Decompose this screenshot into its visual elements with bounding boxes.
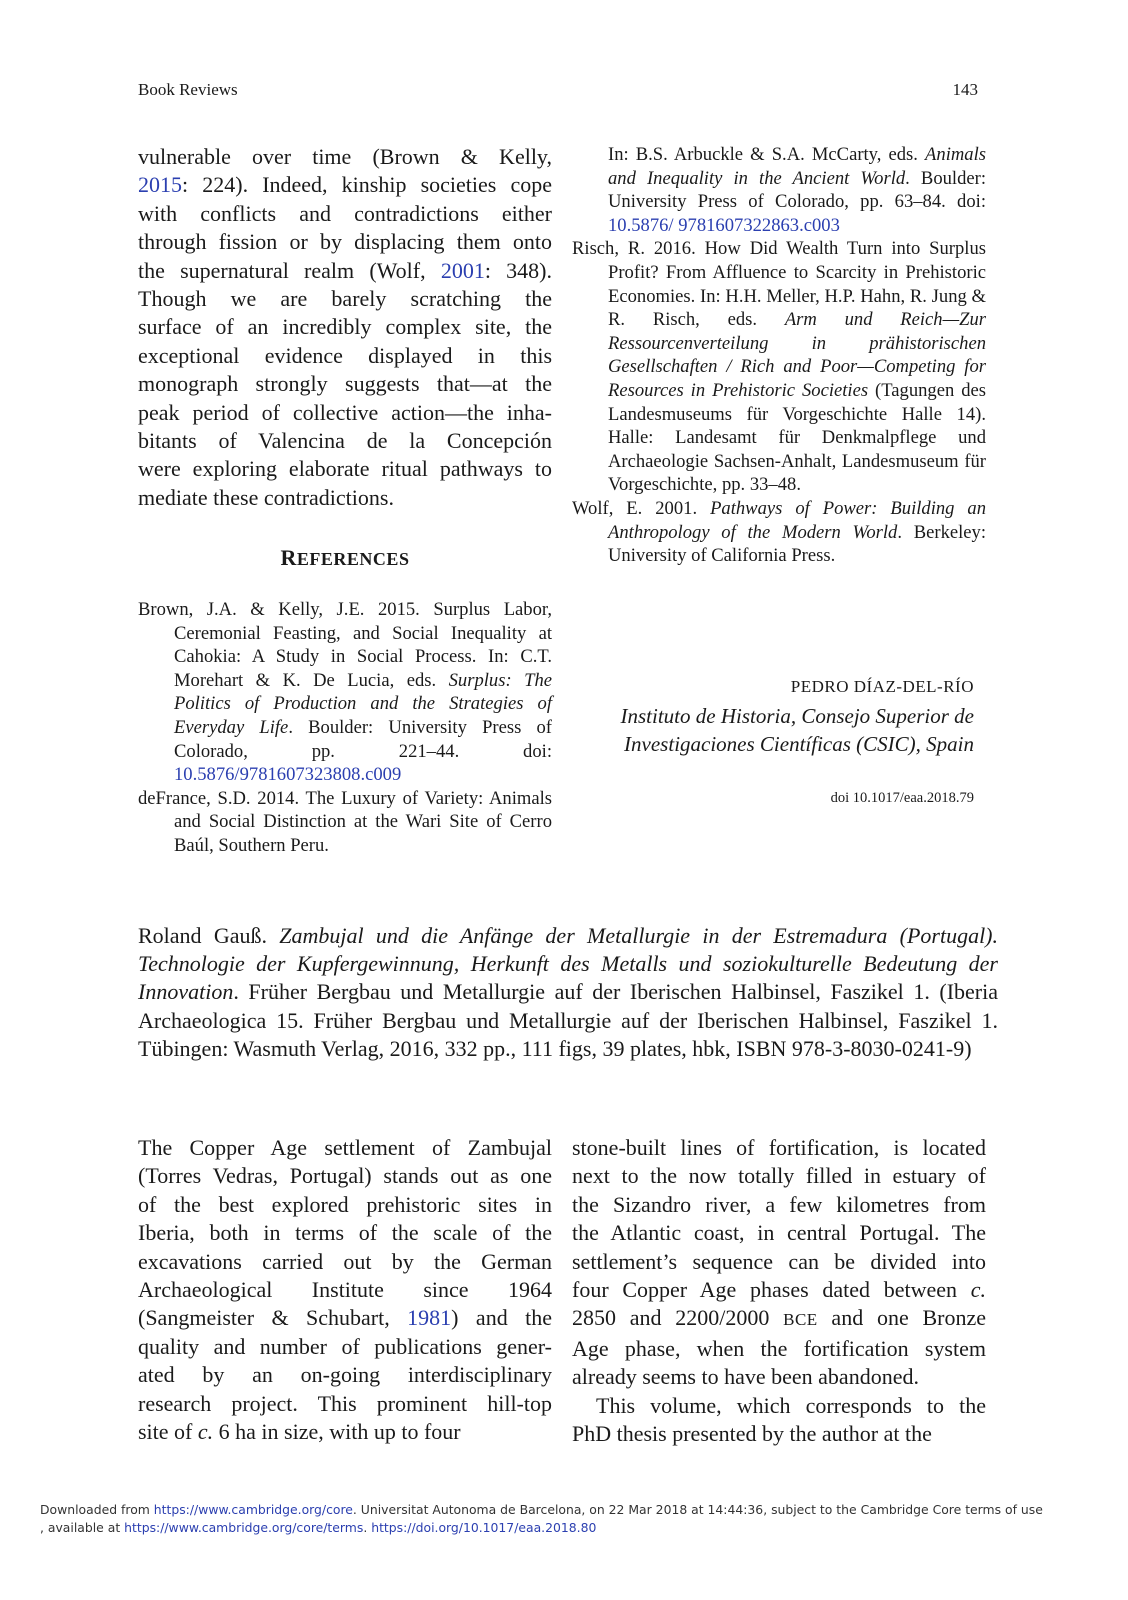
text-line: Age phase, when the fortification system [572, 1335, 986, 1361]
previous-review-conclusion [138, 143, 552, 512]
text-line: 2850 and 2200/2000 BCE and one Bronze [572, 1305, 986, 1331]
review-body-right [572, 1134, 986, 1448]
download-footer: Downloaded from https://www.cambridge.org/core. Universitat Autonoma de Barcelona, on 22 Mar 2018 at 14:44:36, subject to the Cambridge Core terms of use , available at https://www.cambridge.org/core/terms. https://doi.org/10.1017/eaa.2018.80 [40, 1502, 1043, 1535]
text-line: the Atlantic coast, in central Portugal. The [572, 1220, 986, 1246]
text-line: monograph strongly suggests that—at the [138, 371, 552, 397]
text-line: Archaeological Institute since 1964 [138, 1277, 552, 1303]
review-paragraph [138, 1134, 552, 1446]
text-line: (Sangmeister & Schubart, 1981) and the [138, 1305, 552, 1331]
review-body-left [138, 1134, 552, 1446]
text-line: 2015: 224). Indeed, kinship societies cope [138, 172, 552, 198]
text-line: settlement’s sequence can be divided into [572, 1248, 986, 1274]
text-line: the Sizandro river, a few kilometres from [572, 1191, 986, 1217]
text-line: ated by an on-going interdisciplinary [138, 1362, 552, 1388]
text-line: the supernatural realm (Wolf, 2001: 348). [138, 257, 552, 283]
text-line: Iberia, both in terms of the scale of the [138, 1220, 552, 1246]
text-line: PhD thesis presented by the author at the [572, 1421, 932, 1447]
reference-item: Wolf, E. 2001. Pathways of Power: Building an Anthropology of the Modern World. Berkeley: University of California Press. [572, 497, 987, 567]
text-line: four Copper Age phases dated between c. [572, 1277, 986, 1303]
conclusion-paragraph [138, 143, 552, 512]
text-line: of the best explored prehistoric sites in [138, 1191, 552, 1217]
reference-item: Risch, R. 2016. How Did Wealth Turn into Surplus Profit? From Affluence to Scarcity in Prehistoric Economies. In: H.H. Meller, H.P. Hahn, R. Jung & R. Risch, eds. Arm und Reich—Zur Ressourcenverteilung in prähistorischen Gesellschaften / Rich and Poor—Competing for Resources in Prehistoric Societies (Tagungen des Landesmuseums für Vorgeschichte Halle 14). Halle: Landesamt für Denkmalpflege und Archaeologie Sachsen-Anhalt, Landesmuseum für Vorgeschichte, pp. 33–48. [572, 238, 986, 496]
text-line: next to the now totally filled in estuary of [572, 1163, 986, 1189]
text-line: (Torres Vedras, Portugal) stands out as one [138, 1163, 552, 1189]
cambridge-core-link[interactable]: https://www.cambridge.org/core [153, 1502, 353, 1517]
text-line: with conflicts and contradictions either [138, 200, 552, 226]
text-line: research project. This prominent hill-top [138, 1390, 552, 1416]
references-list-right [572, 143, 986, 568]
text-line: through fission or by displacing them onto [138, 229, 552, 255]
review-bibliographic-heading: Roland Gauß. Zambujal und die Anfänge der Metallurgie in der Estremadura (Portugal). Technologie der Kupfergewinnung, Herkunft des Metalls und soziokulturelle Bedeutung der Innovation. Früher Bergbau und Metallurgie auf der Iberischen Halbinsel, Faszikel 1. (Iberia Archaeologica 15. Früher Bergbau und Metallurgie auf der Iberischen Halbinsel, Faszikel 1. Tübingen: Wasmuth Verlag, 2016, 332 pp., 111 figs, 39 plates, hbk, ISBN 978-3-8030-0241-9) [138, 923, 999, 1061]
reference-item: Brown, J.A. & Kelly, J.E. 2015. Surplus Labor, Ceremonial Feasting, and Social Inequality at Cahokia: A Study in Social Process. In: C.T. Morehart & K. De Lucia, eds. Surplus: The Politics of Production and the Strategies of Everyday Life. Boulder: University Press of Colorado, pp. 221–44. doi: 10.5876/9781607323808.c009 [138, 599, 553, 786]
text-line: site of c. 6 ha in size, with up to four [138, 1419, 461, 1445]
text-line: excavations carried out by the German [138, 1248, 552, 1274]
text-line: were exploring elaborate ritual pathways to [138, 456, 552, 482]
references-heading: REFERENCES [280, 545, 410, 570]
text-line: vulnerable over time (Brown & Kelly, [138, 144, 552, 169]
reference-item-continued: In: B.S. Arbuckle & S.A. McCarty, eds. Animals and Inequality in the Ancient World. Boulder: University Press of Colorado, pp. 63–84. doi: 10.5876/ 9781607322863.c003 [608, 144, 986, 236]
text-line: This volume, which corresponds to the [596, 1392, 986, 1418]
text-line: peak period of collective action—the inha- [138, 399, 552, 425]
reviewer-name: PEDRO DÍAZ-DEL-RÍO [790, 677, 974, 696]
text-line: surface of an incredibly complex site, the [138, 314, 552, 340]
text-line: mediate these contradictions. [138, 484, 394, 510]
text-line: The Copper Age settlement of Zambujal [138, 1135, 552, 1160]
review-paragraph [572, 1134, 986, 1448]
reviewer-affiliation: Instituto de Historia, Consejo Superior de Investigaciones Científicas (CSIC), Spain [620, 704, 974, 756]
text-line: quality and number of publications gener- [138, 1333, 552, 1359]
doi-link[interactable]: https://doi.org/10.1017/eaa.2018.80 [371, 1520, 597, 1535]
text-line: exceptional evidence displayed in this [138, 342, 552, 368]
review-doi: doi 10.1017/eaa.2018.79 [830, 790, 974, 806]
text-line: Though we are barely scratching the [138, 286, 552, 312]
page-number: 143 [952, 80, 978, 99]
text-line: bitants of Valencina de la Concepción [138, 428, 552, 454]
reference-item: deFrance, S.D. 2014. The Luxury of Variety: Animals and Social Distinction at the Wari Site of Cerro Baúl, Southern Peru. [138, 787, 552, 856]
references-list-left [138, 598, 552, 858]
terms-link[interactable]: https://www.cambridge.org/core/terms [124, 1520, 364, 1535]
text-line: stone-built lines of fortification, is located [572, 1135, 986, 1160]
text-line: already seems to have been abandoned. [572, 1364, 919, 1390]
running-title: Book Reviews [138, 80, 238, 99]
